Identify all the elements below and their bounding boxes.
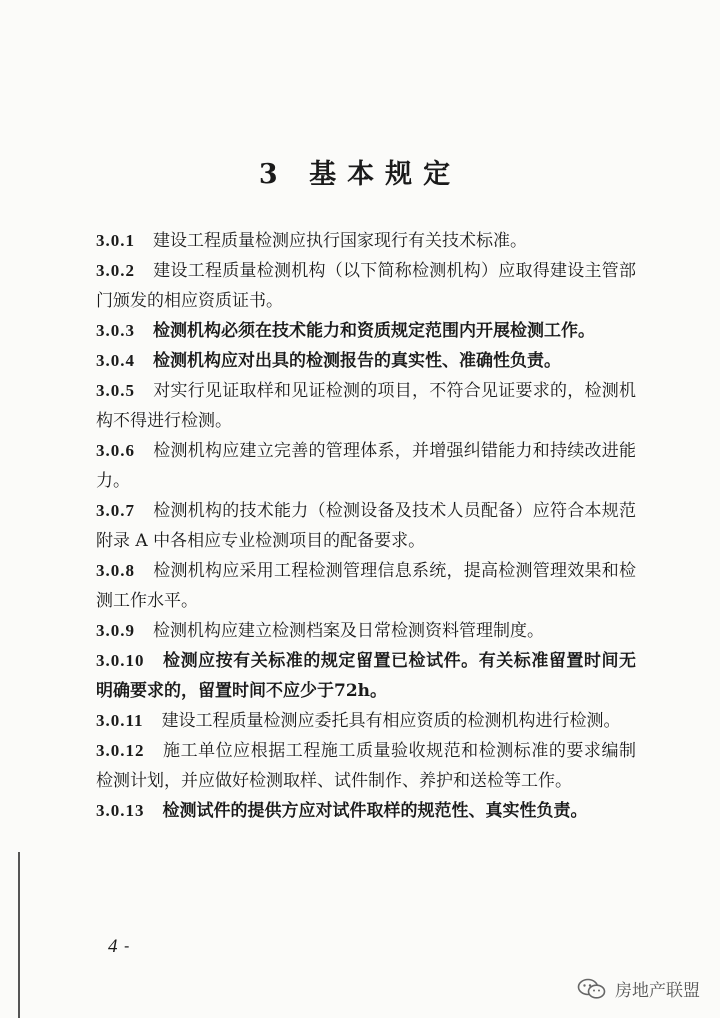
clause-text: 建设工程质量检测应执行国家现行有关技术标准。 (153, 231, 527, 251)
clause-3-0-2 (96, 256, 636, 316)
clause-number: 3.0.3 (96, 321, 135, 340)
clause-text: 检测机构应采用工程检测管理信息系统，提高检测管理效果和检测工作水平。 (96, 561, 636, 611)
clause-3-0-13 (96, 796, 636, 826)
clause-text: 检测机构的技术能力（检测设备及技术人员配备）应符合本规范附录 A 中各相应专业检测项目的配备要求。 (96, 501, 636, 551)
clause-number: 3.0.4 (96, 351, 135, 370)
clause-3-0-9 (96, 616, 636, 646)
clause-3-0-7 (96, 496, 636, 556)
clause-text: 检测机构应建立完善的管理体系，并增强纠错能力和持续改进能力。 (96, 441, 636, 491)
clause-number: 3.0.6 (96, 441, 135, 460)
clause-number: 3.0.2 (96, 261, 135, 280)
clause-3-0-3 (96, 316, 636, 346)
clause-3-0-10 (96, 646, 636, 706)
clause-number: 3.0.1 (96, 231, 135, 250)
scan-edge-line (18, 852, 20, 1018)
clause-3-0-8 (96, 556, 636, 616)
page-number-dash: - (124, 936, 130, 955)
clause-number: 3.0.8 (96, 561, 135, 580)
clause-text: 建设工程质量检测应委托具有相应资质的检测机构进行检测。 (161, 711, 621, 731)
clause-3-0-12 (96, 736, 636, 796)
clause-text: 检测试件的提供方应对试件取样的规范性、真实性负责。 (162, 801, 588, 821)
section-title: 3 基本规定 (258, 159, 462, 190)
clause-number: 3.0.12 (96, 741, 145, 760)
clause-list (96, 226, 636, 826)
clause-number: 3.0.7 (96, 501, 135, 520)
clause-number: 3.0.13 (96, 801, 145, 820)
clause-3-0-11 (96, 706, 636, 736)
watermark (577, 976, 700, 1001)
clause-text: 建设工程质量检测机构（以下简称检测机构）应取得建设主管部门颁发的相应资质证书。 (96, 261, 636, 311)
page-number: 4 (108, 936, 118, 957)
clause-3-0-6 (96, 436, 636, 496)
clause-3-0-1 (96, 226, 636, 256)
clause-number: 3.0.9 (96, 621, 135, 640)
watermark-text: 房地产联盟 (615, 981, 700, 1001)
clause-text: 检测应按有关标准的规定留置已检试件。有关标准留置时间无明确要求的，留置时间不应少于72h。 (96, 651, 636, 701)
clause-text: 对实行见证取样和见证检测的项目，不符合见证要求的，检测机构不得进行检测。 (96, 381, 636, 431)
clause-text: 检测机构必须在技术能力和资质规定范围内开展检测工作。 (153, 321, 595, 341)
clause-3-0-5 (96, 376, 636, 436)
clause-text: 检测机构应对出具的检测报告的真实性、准确性负责。 (153, 351, 561, 371)
clause-number: 3.0.11 (96, 711, 144, 730)
clause-text: 施工单位应根据工程施工质量验收规范和检测标准的要求编制检测计划，并应做好检测取样、试件制作、养护和送检等工作。 (96, 741, 636, 791)
clause-3-0-4 (96, 346, 636, 376)
clause-text: 检测机构应建立检测档案及日常检测资料管理制度。 (153, 621, 544, 641)
wechat-icon (577, 978, 607, 1000)
clause-number: 3.0.10 (96, 651, 145, 670)
clause-number: 3.0.5 (96, 381, 135, 400)
